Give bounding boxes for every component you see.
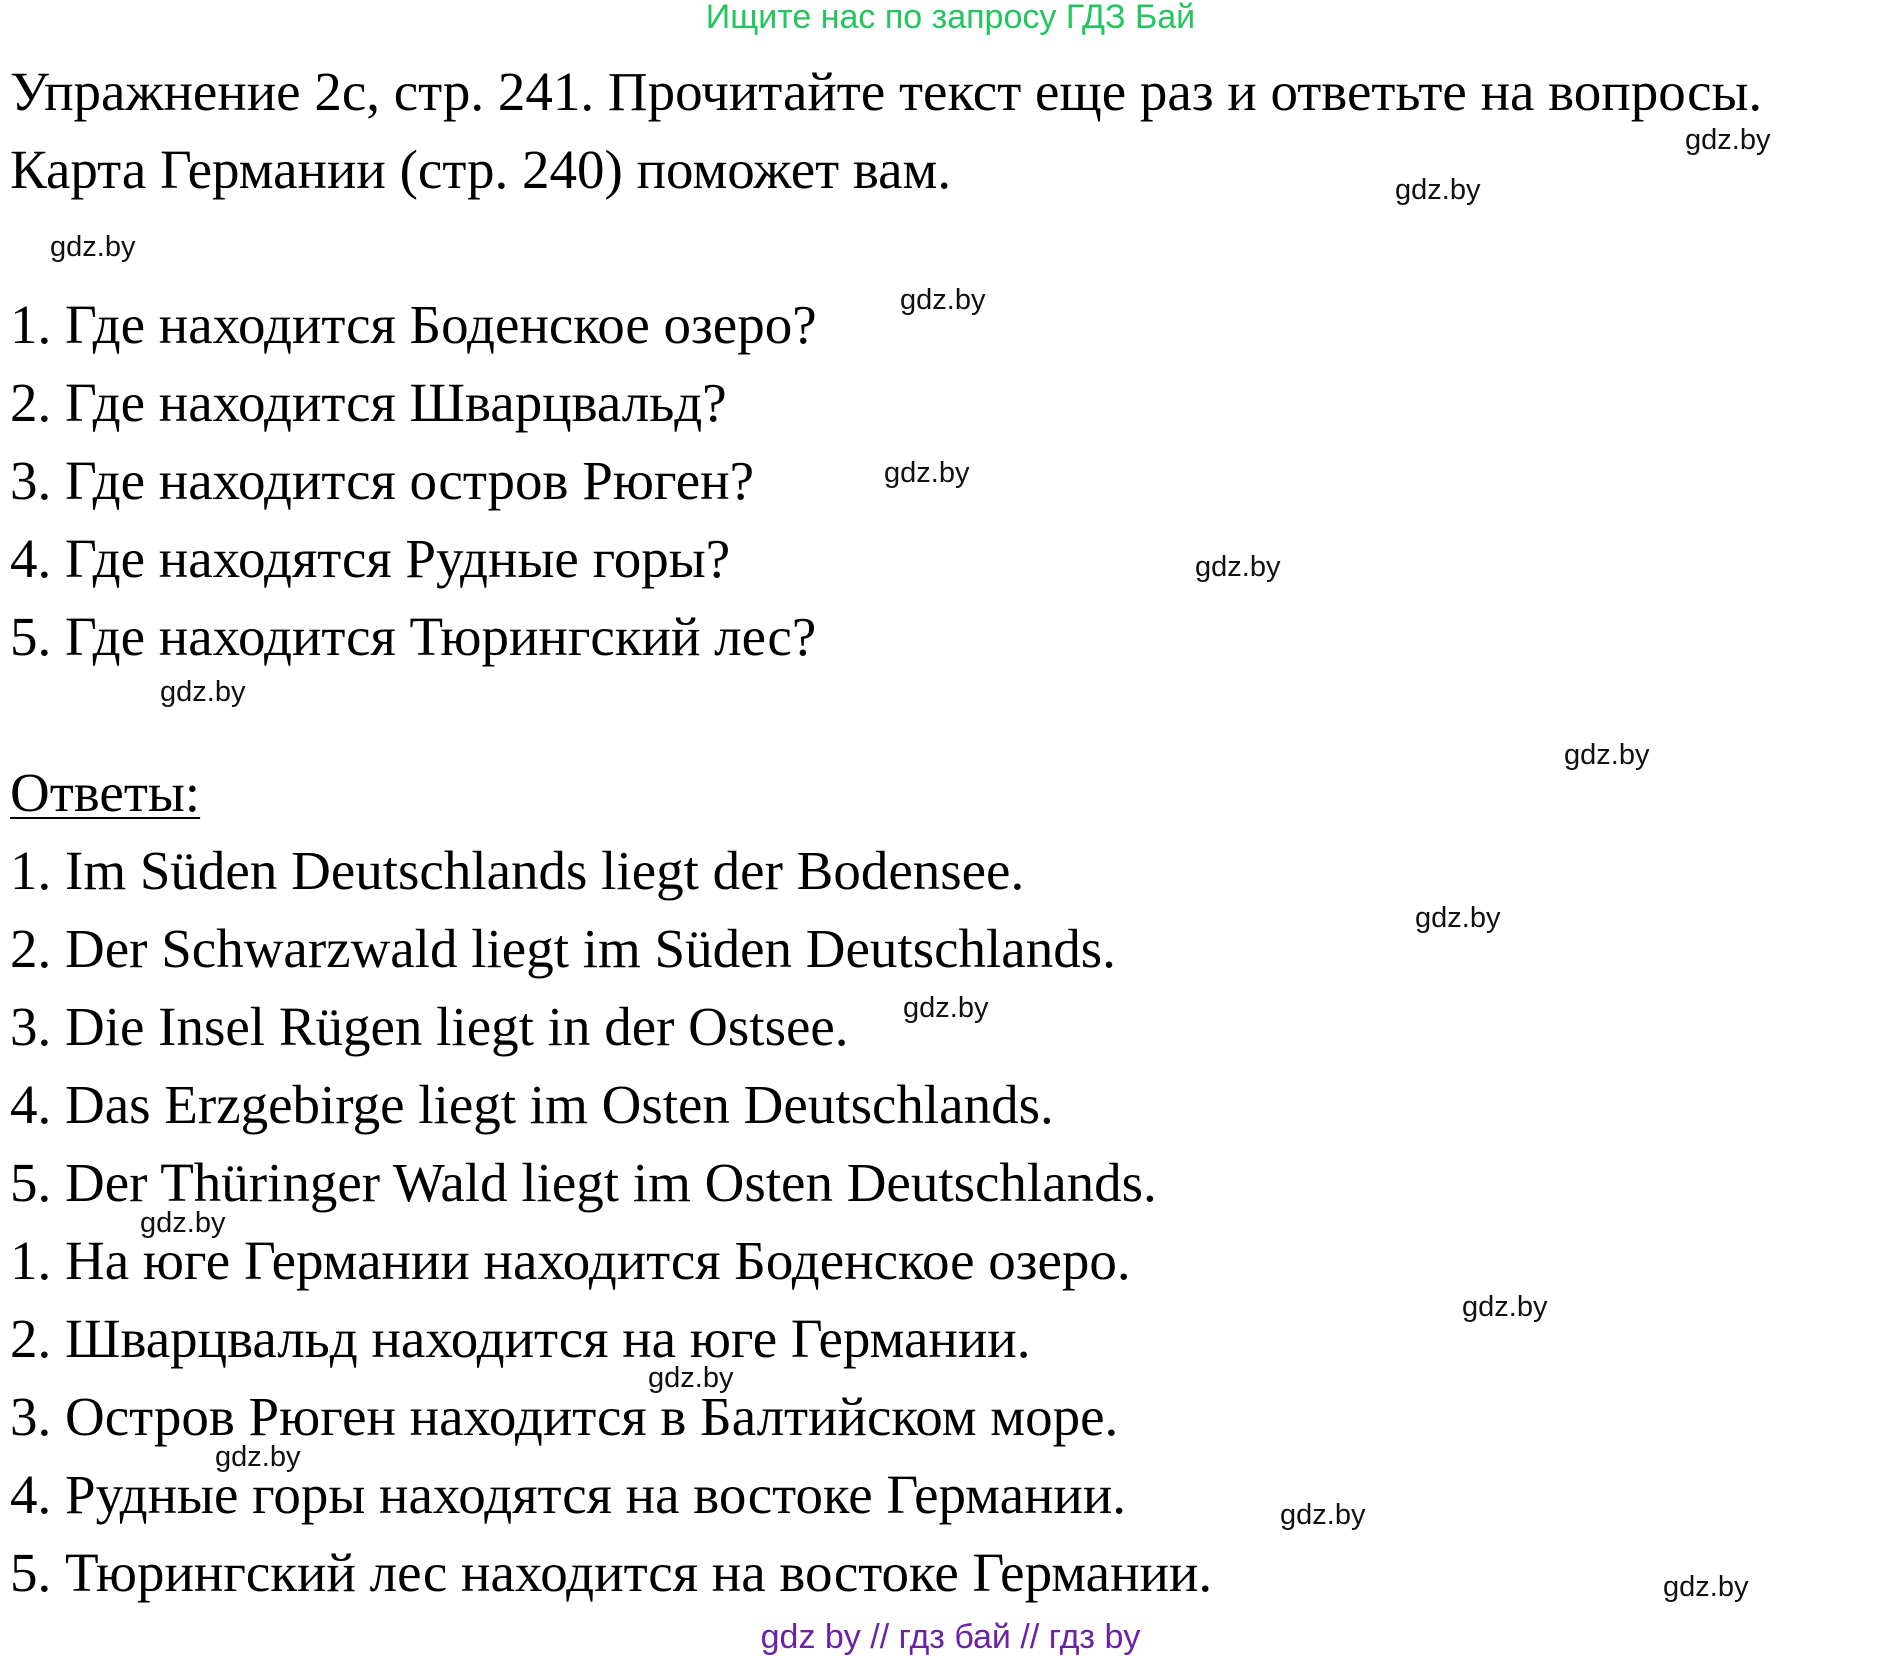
task-line-1: Упражнение 2с, стр. 241. Прочитайте текст еще раз и ответьте на вопросы. xyxy=(10,61,1763,122)
watermark: gdz.by xyxy=(50,231,136,263)
answer-de-3: 3. Die Insel Rügen liegt in der Ostsee. xyxy=(10,996,849,1057)
answer-de-4: 4. Das Erzgebirge liegt im Osten Deutschlands. xyxy=(10,1074,1054,1135)
watermark: gdz.by xyxy=(215,1441,301,1473)
answer-de-2: 2. Der Schwarzwald liegt im Süden Deutschlands. xyxy=(10,918,1116,979)
watermark: gdz.by xyxy=(1462,1291,1548,1323)
answer-ru-2: 2. Шварцвальд находится на юге Германии. xyxy=(10,1308,1031,1369)
watermark: gdz.by xyxy=(903,992,989,1024)
watermark: gdz.by xyxy=(1195,551,1281,583)
answers-heading: Ответы: xyxy=(10,762,201,823)
question-5: 5. Где находится Тюрингский лес? xyxy=(10,606,817,667)
footer-links: gdz by // гдз бай // гдз by xyxy=(760,1618,1141,1656)
question-2: 2. Где находится Шварцвальд? xyxy=(10,372,727,433)
watermark: gdz.by xyxy=(884,457,970,489)
answer-de-1: 1. Im Süden Deutschlands liegt der Bodensee. xyxy=(10,840,1025,901)
watermark: gdz.by xyxy=(1280,1499,1366,1531)
answer-ru-5: 5. Тюрингский лес находится на востоке Германии. xyxy=(10,1542,1213,1603)
watermark: gdz.by xyxy=(1395,174,1481,206)
answer-ru-1: 1. На юге Германии находится Боденское озеро. xyxy=(10,1230,1131,1291)
watermark: gdz.by xyxy=(1564,739,1650,771)
question-4: 4. Где находятся Рудные горы? xyxy=(10,528,731,589)
watermark: gdz.by xyxy=(160,676,246,708)
answer-de-5: 5. Der Thüringer Wald liegt im Osten Deutschlands. xyxy=(10,1152,1157,1213)
answer-ru-4: 4. Рудные горы находятся на востоке Германии. xyxy=(10,1464,1127,1525)
watermark: gdz.by xyxy=(1415,902,1501,934)
watermark: gdz.by xyxy=(900,284,986,316)
watermark: gdz.by xyxy=(1663,1571,1749,1603)
question-3: 3. Где находится остров Рюген? xyxy=(10,450,755,511)
top-banner: Ищите нас по запросу ГДЗ Бай xyxy=(705,0,1196,36)
task-line-2: Карта Германии (стр. 240) поможет вам. xyxy=(10,139,952,200)
watermark: gdz.by xyxy=(648,1362,734,1394)
watermark: gdz.by xyxy=(140,1207,226,1239)
watermark: gdz.by xyxy=(1685,124,1771,156)
answer-ru-3: 3. Остров Рюген находится в Балтийском море. xyxy=(10,1386,1119,1447)
question-1: 1. Где находится Боденское озеро? xyxy=(10,294,817,355)
